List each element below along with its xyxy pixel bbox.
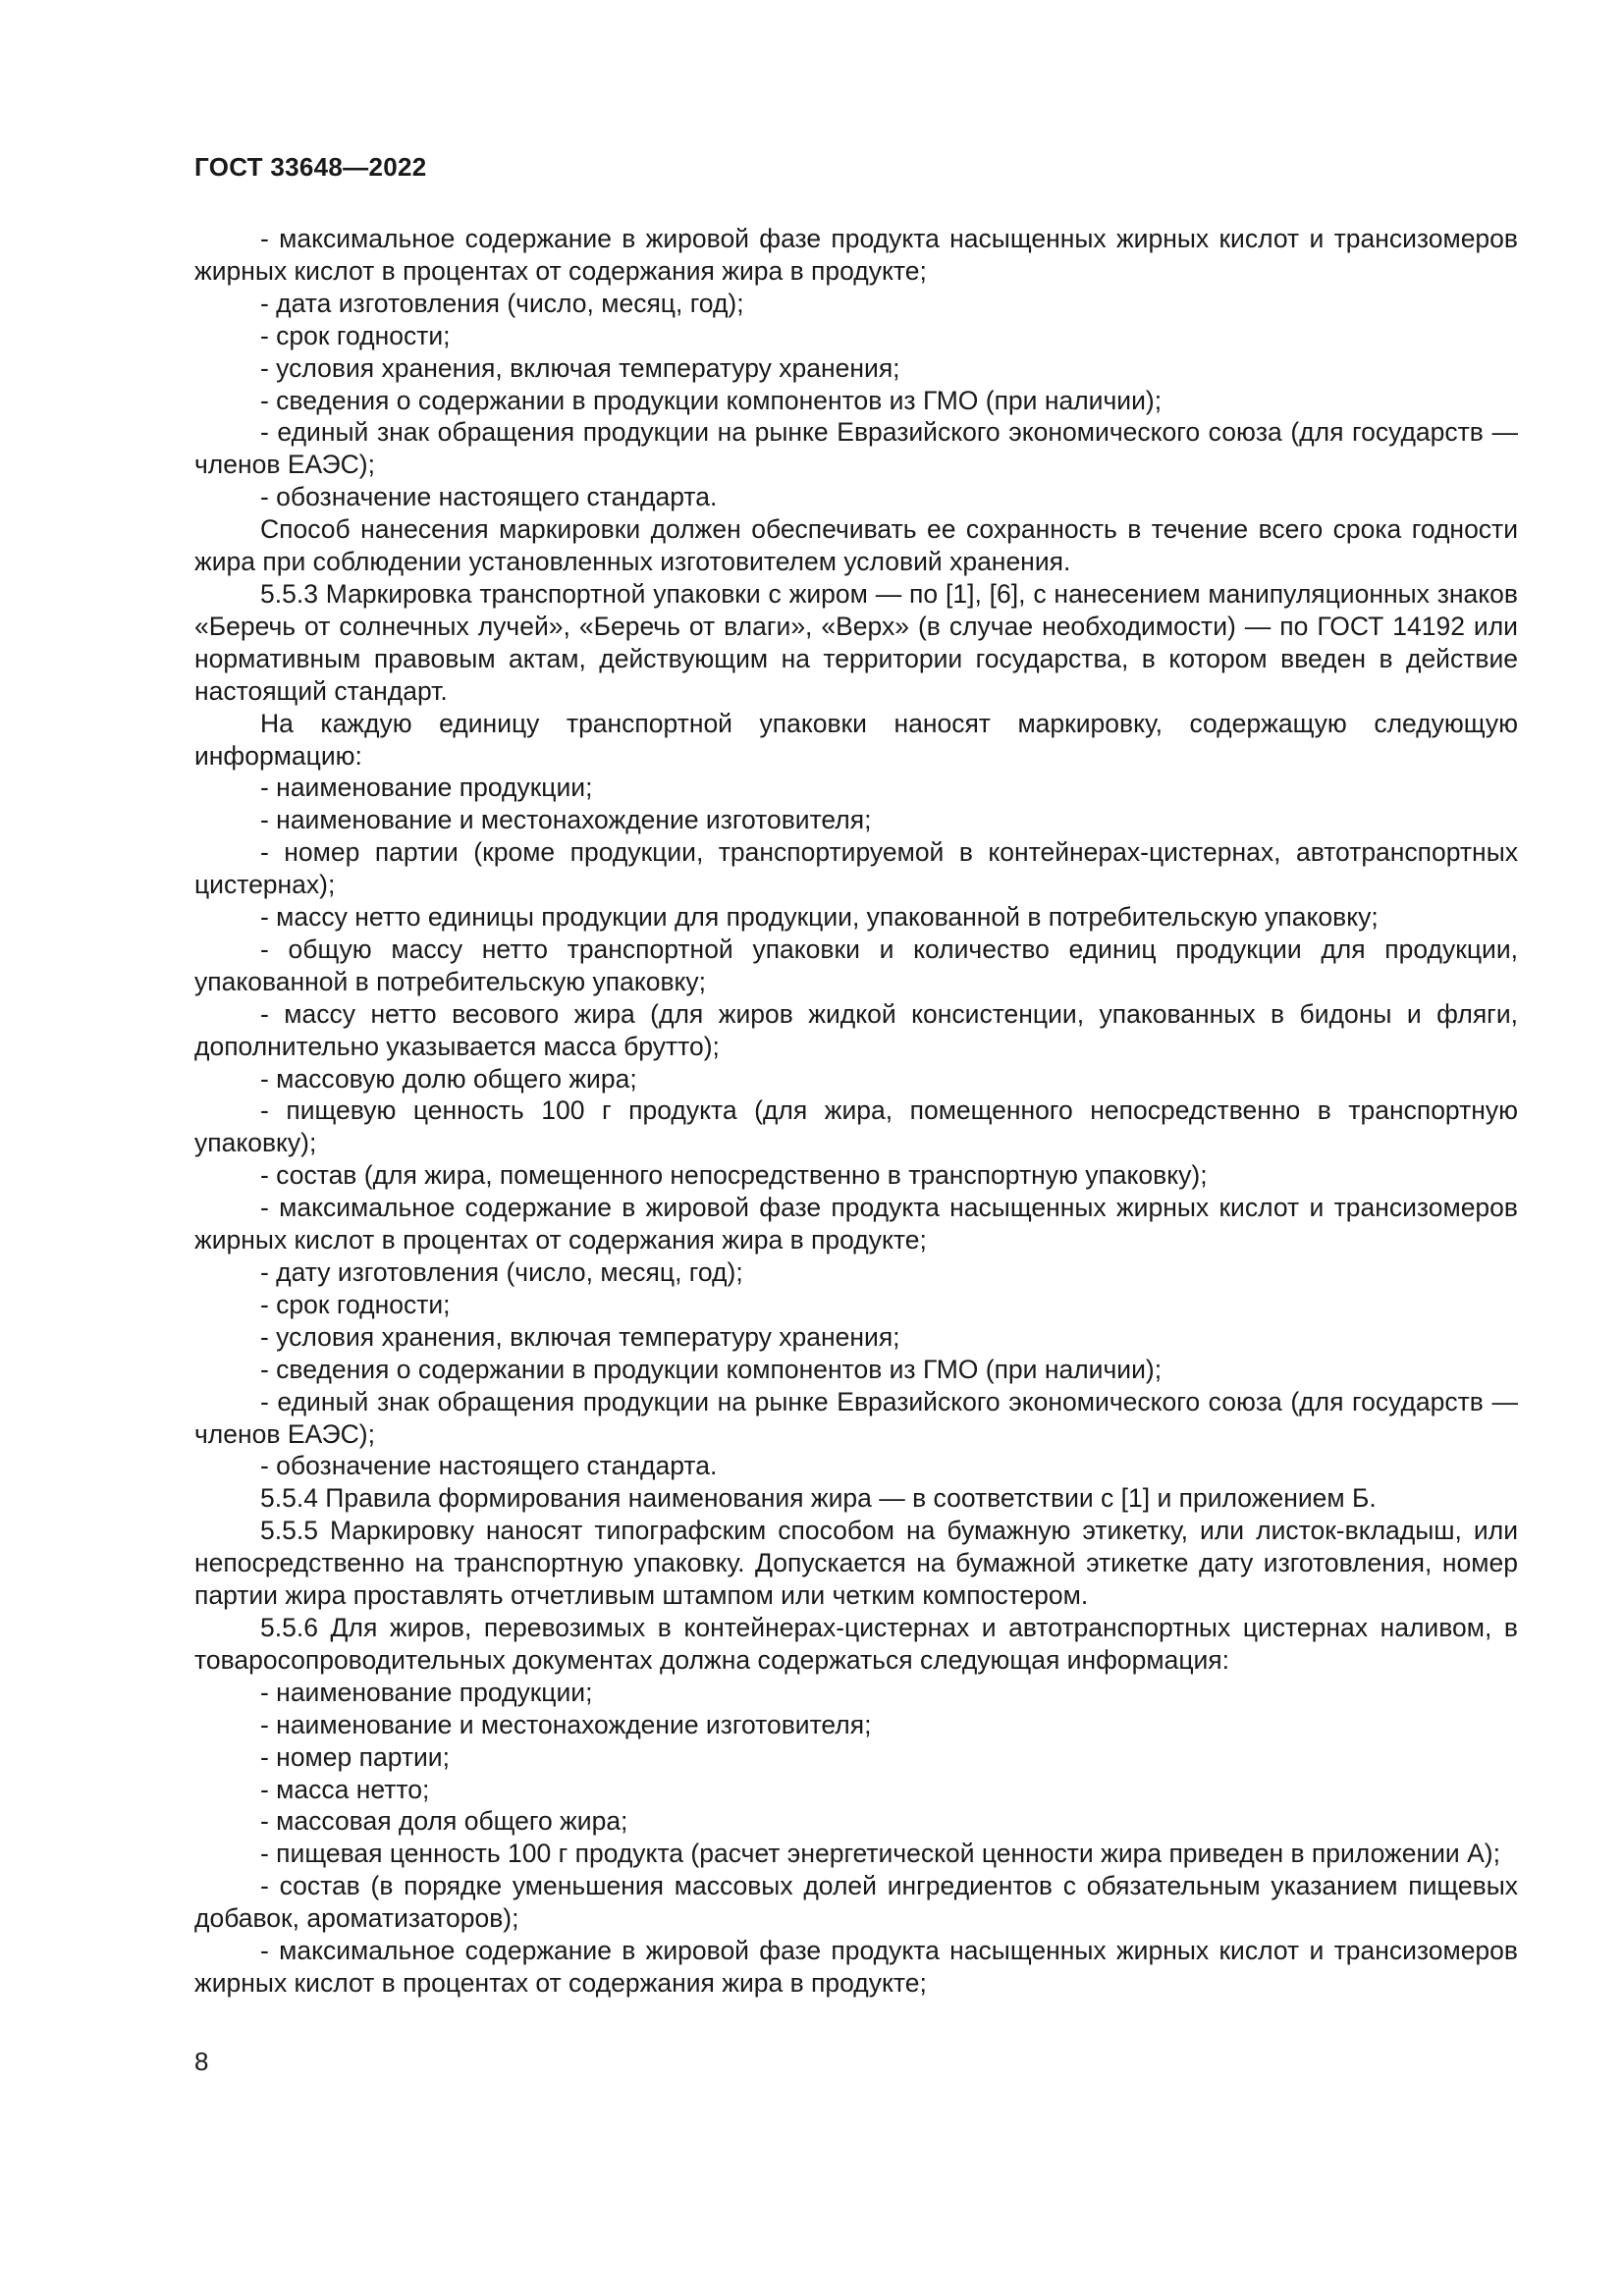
paragraph: - обозначение настоящего стандарта. — [260, 1451, 718, 1481]
paragraph: 5.5.3 Маркировка транспортной упаковки с жиром — по [1], [6], с нанесением манипуляционных знаков «Беречь от солнечных лучей», «Беречь от влаги», «Верх» (в случае необходимости) — по ГОСТ 14192 или нормативным правовым актам, действующим на территории государства, в котором введен в действие настоящий стандарт. — [194, 578, 1518, 706]
paragraph: - единый знак обращения продукции на рынке Евразийского экономического союза (для государств — членов ЕАЭС); — [194, 1386, 1518, 1449]
paragraph: - массу нетто единицы продукции для продукции, упакованной в потребительскую упаковку; — [260, 902, 1379, 933]
paragraph: - максимальное содержание в жировой фазе продукта насыщенных жирных кислот и трансизомеров жирных кислот в процентах от содержания жира в продукте; — [194, 224, 1518, 286]
paragraph: - обозначение настоящего стандарта. — [260, 482, 718, 512]
paragraph: - номер партии (кроме продукции, транспортируемой в контейнерах-цистернах, автотранспортных цистернах); — [194, 837, 1518, 900]
paragraph: - массовую долю общего жира; — [260, 1063, 637, 1094]
page-number: 8 — [194, 2047, 209, 2076]
paragraph: На каждую единицу транспортной упаковки наносят маркировку, содержащую следующую информацию: — [194, 708, 1518, 771]
paragraph: - состав (для жира, помещенного непосредственно в транспортную упаковку); — [260, 1160, 1208, 1191]
paragraph: - максимальное содержание в жировой фазе продукта насыщенных жирных кислот и трансизомеров жирных кислот в процентах от содержания жира в продукте; — [194, 1193, 1518, 1255]
paragraph: - дата изготовления (число, месяц, год); — [260, 288, 744, 318]
paragraph: - пищевая ценность 100 г продукта (расчет энергетической ценности жира приведен в приложении А); — [260, 1839, 1500, 1869]
document-header: ГОСТ 33648—2022 — [194, 152, 427, 182]
paragraph: - общую массу нетто транспортной упаковки и количество единиц продукции для продукции, упакованной в потребительскую упаковку; — [194, 934, 1518, 996]
document-body — [194, 223, 1518, 2000]
paragraph: - срок годности; — [260, 1289, 451, 1319]
paragraph: - срок годности; — [260, 320, 451, 350]
paragraph: - наименование и местонахождение изготовителя; — [260, 805, 872, 835]
paragraph: - массу нетто весового жира (для жиров жидкой консистенции, упакованных в бидоны и фляги, дополнительно указывается масса брутто); — [194, 998, 1518, 1061]
paragraph: - масса нетто; — [260, 1774, 430, 1804]
paragraph: - массовая доля общего жира; — [260, 1806, 628, 1837]
paragraph: - наименование продукции; — [260, 773, 593, 803]
paragraph: 5.5.5 Маркировку наносят типографским способом на бумажную этикетку, или листок-вкладыш, или непосредственно на транспортную упаковку. Допускается на бумажной этикетке дату изготовления, номер партии жира проставлять отчетливым штампом или четким компостером. — [194, 1516, 1518, 1611]
paragraph: - сведения о содержании в продукции компонентов из ГМО (при наличии); — [260, 385, 1163, 415]
paragraph: - максимальное содержание в жировой фазе продукта насыщенных жирных кислот и трансизомеров жирных кислот в процентах от содержания жира в продукте; — [194, 1936, 1518, 1998]
paragraph: - единый знак обращения продукции на рынке Евразийского экономического союза (для государств — членов ЕАЭС); — [194, 417, 1518, 480]
paragraph: - условия хранения, включая температуру хранения; — [260, 352, 900, 383]
paragraph: - сведения о содержании в продукции компонентов из ГМО (при наличии); — [260, 1354, 1163, 1384]
paragraph: 5.5.4 Правила формирования наименования жира — в соответствии с [1] и приложением Б. — [260, 1483, 1377, 1514]
paragraph: - наименование продукции; — [260, 1677, 593, 1707]
paragraph: - условия хранения, включая температуру хранения; — [260, 1321, 900, 1352]
paragraph: 5.5.6 Для жиров, перевозимых в контейнерах-цистернах и автотранспортных цистернах наливом, в товаросопроводительных документах должна содержаться следующая информация: — [194, 1612, 1518, 1675]
paragraph: - наименование и местонахождение изготовителя; — [260, 1709, 872, 1739]
paragraph: - пищевую ценность 100 г продукта (для жира, помещенного непосредственно в транспортную упаковку); — [194, 1095, 1518, 1158]
paragraph: - состав (в порядке уменьшения массовых долей ингредиентов с обязательным указанием пищевых добавок, ароматизаторов); — [194, 1871, 1518, 1934]
paragraph: Способ нанесения маркировки должен обеспечивать ее сохранность в течение всего срока годности жира при соблюдении установленных изготовителем условий хранения. — [194, 514, 1518, 577]
paragraph: - дату изготовления (число, месяц, год); — [260, 1257, 743, 1287]
paragraph: - номер партии; — [260, 1741, 450, 1772]
